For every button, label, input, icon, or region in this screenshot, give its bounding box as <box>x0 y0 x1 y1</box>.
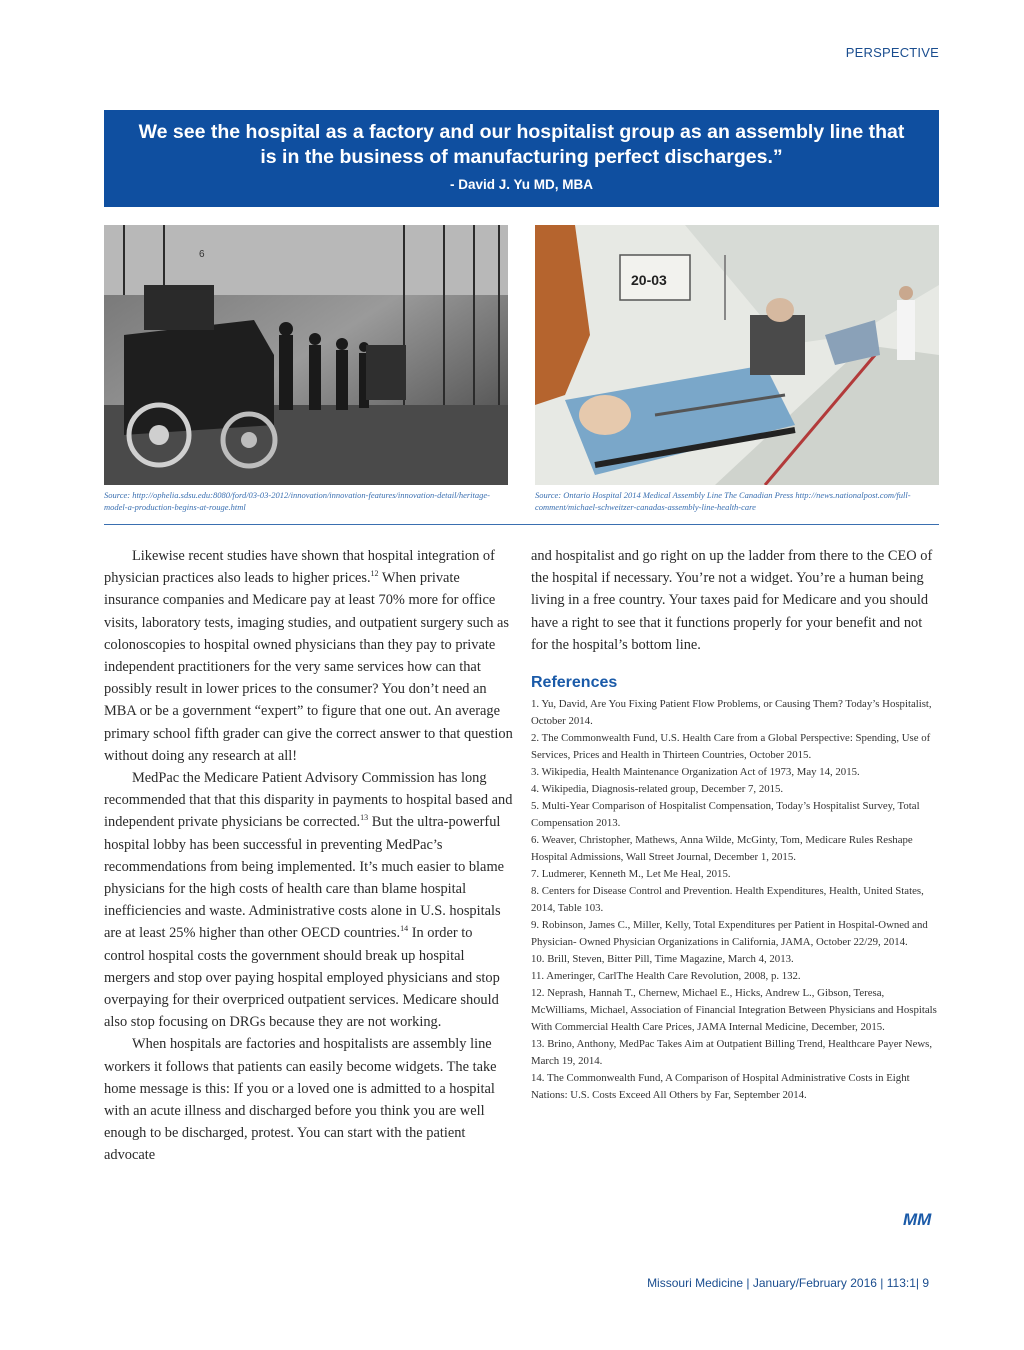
quote-attribution: - David J. Yu MD, MBA <box>449 177 594 192</box>
reference-item: 12. Neprash, Hannah T., Chernew, Michael E., Hicks, Andrew L., Gibson, Teresa, McWilliams, Michael, Association of Financial Integration Between Physicians and Hospitals With Commercial Health Care Prices, JAMA Internal Medicine, December, 2015. <box>531 987 937 1034</box>
photo-sign-text: 20-03 <box>631 272 667 288</box>
reference-item: 7. Ludmerer, Kenneth M., Let Me Heal, 2015. <box>531 868 731 881</box>
pull-quote <box>104 110 939 207</box>
reference-item: 10. Brill, Steven, Bitter Pill, Time Magazine, March 4, 2013. <box>531 953 794 966</box>
reference-item: 4. Wikipedia, Diagnosis-related group, December 7, 2015. <box>531 783 784 796</box>
citation-12: 12 <box>370 569 379 579</box>
reference-item: 1. Yu, David, Are You Fixing Patient Flow Problems, or Causing Them? Today’s Hospitalist, October 2014. <box>531 698 932 728</box>
citation-14: 14 <box>400 924 409 934</box>
mm-logo: MM <box>903 1210 932 1229</box>
reference-item: 9. Robinson, James C., Miller, Kelly, Total Expenditures per Patient in Hospital-Owned and Physician- Owned Physician Organizations in California, JAMA, October 22/29, 2014. <box>531 919 928 949</box>
page-footer: Missouri Medicine | January/February 2016 | 113:1| 9 <box>647 1276 929 1290</box>
reference-item: 13. Brino, Anthony, MedPac Takes Aim at Outpatient Billing Trend, Healthcare Payer News, March 19, 2014. <box>531 1038 933 1068</box>
body-paragraph: When hospitals are factories and hospitalists are assembly line workers it follows that patients can easily become widgets. The take home message is this: If you or a loved one is admitted to a hospital with an acute illness and discharged before you think you are well enough to be discharged, protest. You can start with the patient advocate <box>104 1036 497 1164</box>
references-heading: References <box>531 674 618 692</box>
references-list <box>531 696 941 1104</box>
reference-item: 2. The Commonwealth Fund, U.S. Health Care from a Global Perspective: Spending, Use of Services, Prices and Health in Thirteen Countries, October 2015. <box>531 732 931 762</box>
quote-text: We see the hospital as a factory and our hospitalist group as an assembly line that is in the business of manufacturing perfect discharges.” <box>138 121 905 168</box>
reference-item: 8. Centers for Disease Control and Prevention. Health Expenditures, Health, United States, 2014, Table 103. <box>531 885 924 915</box>
hospital-corridor-image <box>535 225 939 485</box>
left-column <box>104 545 514 1167</box>
section-label: PERSPECTIVE <box>845 45 939 60</box>
citation-13: 13 <box>360 813 369 823</box>
body-paragraph: and hospitalist and go right on up the ladder from there to the CEO of the hospital if necessary. You’re not a widget. You’re a human being living in a free country. Your taxes paid for Medicare and you should have a right to see that it functions properly for your benefit and not for the hospital’s bottom line. <box>531 548 933 653</box>
reference-item: 3. Wikipedia, Health Maintenance Organization Act of 1973, May 14, 2015. <box>531 766 860 779</box>
photo-sign-text: 6 <box>199 249 205 260</box>
right-photo-caption: Source: Ontario Hospital 2014 Medical Assembly Line The Canadian Press http://news.nationalpost.com/full-comment/michael-schweitzer-canadas-assembly-line-health-care <box>535 490 911 512</box>
hospital-corridor-photo <box>535 225 939 485</box>
left-photo-caption: Source: http://ophelia.sdsu.edu:8080/ford/03-03-2012/innovation/innovation-features/innovation-detail/heritage-model-a-production-begins-at-rouge.html <box>104 490 490 512</box>
divider <box>104 524 939 525</box>
reference-item: 6. Weaver, Christopher, Mathews, Anna Wilde, McGinty, Tom, Medicare Rules Reshape Hospital Admissions, Wall Street Journal, December 1, 2015. <box>531 834 913 864</box>
assembly-line-image <box>104 225 508 485</box>
assembly-line-photo <box>104 225 508 485</box>
reference-item: 11. Ameringer, CarlThe Health Care Revolution, 2008, p. 132. <box>531 970 801 983</box>
body-paragraph: MedPac the Medicare Patient Advisory Commission has long recommended that that this disparity in payments to hospital based and independent private physicians be corrected.$^{13}$ But the ultra-powerful hospital lobby has been successful in preventing MedPac’s recommendations from being implemented. It’s much easier to blame physicians for the high costs of health care than blame hospital inefficiencies and waste. Administrative costs alone in U.S. hospitals are at least 25% higher than other OECD countries.$^{14}$ In order to control hospital costs the government should break up hospital mergers and stop over paying hospital employed physicians and stop overpaying for their overpriced outpatient services. Medicare should also stop focusing on DRGs because they are not working. <box>104 770 513 1031</box>
right-column <box>531 545 941 1104</box>
body-paragraph: Likewise recent studies have shown that hospital integration of physician practices also leads to higher prices.$^{12}$ When private insurance companies and Medicare pay at least 70% more for office visits, laboratory tests, imaging studies, and outpatient surgery such as colonoscopies to hospital owned physicians than they pay to private independent practitioners for the very same services how can that possibly result in lower prices to the consumer? You don’t need an MBA or be a government “expert” to figure that one out. An average primary school fifth grader can give the correct answer to that question without doing any research at all! <box>104 548 513 764</box>
reference-item: 5. Multi-Year Comparison of Hospitalist Compensation, Today’s Hospitalist Survey, Total Compensation 2013. <box>531 800 920 830</box>
reference-item: 14. The Commonwealth Fund, A Comparison of Hospital Administrative Costs in Eight Nations: U.S. Costs Exceed All Others by Far, September 2014. <box>531 1072 910 1102</box>
